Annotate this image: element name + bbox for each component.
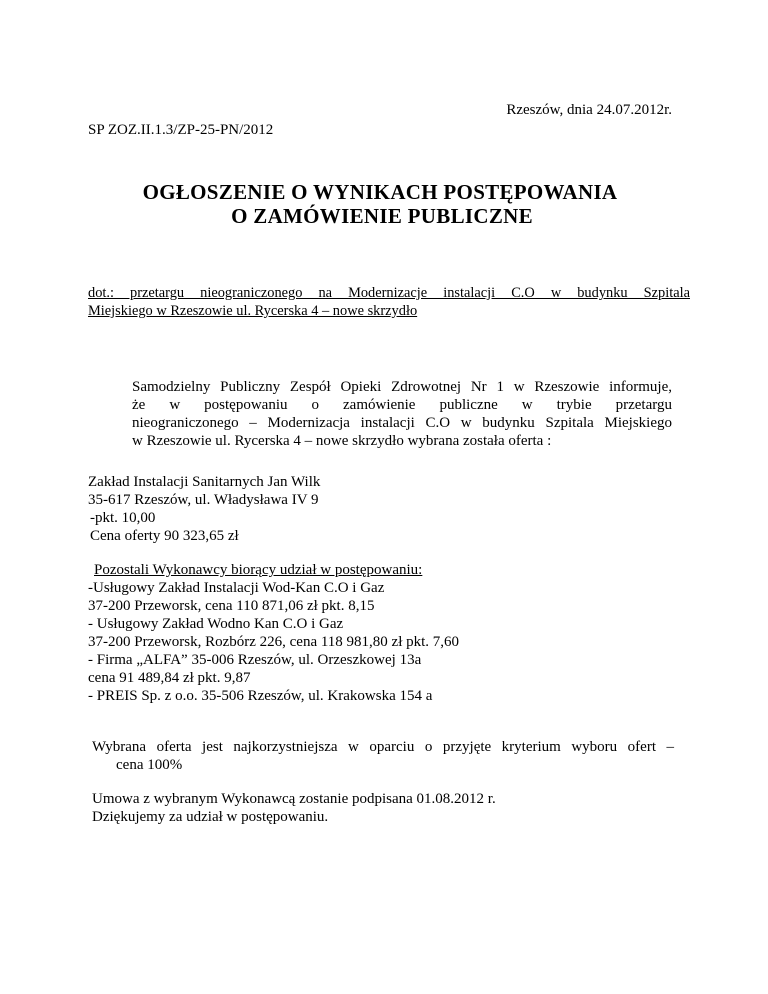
winner-points: -pkt. 10,00 [90,510,156,526]
other-bidder-line: - PREIS Sp. z o.o. 35-506 Rzeszów, ul. Krakowska 154 a [88,688,433,704]
other-bidder-line: -Usługowy Zakład Instalacji Wod-Kan C.O i Gaz [88,580,385,596]
document-date: Rzeszów, dnia 24.07.2012r. [506,102,672,118]
criterion-line-2: cena 100% [116,757,183,773]
contract-signing-note: Umowa z wybranym Wykonawcą zostanie podpisana 01.08.2012 r. [92,791,496,807]
intro-line-3: nieograniczonego – Modernizacja instalacji C.O w budynku Szpitala Miejskiego [132,415,672,431]
intro-line-1: Samodzielny Publiczny Zespół Opieki Zdrowotnej Nr 1 w Rzeszowie informuje, [132,379,672,395]
criterion-line-1: Wybrana oferta jest najkorzystniejsza w oparciu o przyjęte kryterium wyboru ofert – [92,739,674,755]
winner-name: Zakład Instalacji Sanitarnych Jan Wilk [88,474,321,490]
reference-number: SP ZOZ.II.1.3/ZP-25-PN/2012 [88,122,274,138]
subject-line-1: dot.: przetargu nieograniczonego na Modernizacje instalacji C.O w budynku Szpitala [88,285,690,301]
other-bidder-line: cena 91 489,84 zł pkt. 9,87 [88,670,251,686]
other-bidder-line: 37-200 Przeworsk, Rozbórz 226, cena 118 981,80 zł pkt. 7,60 [88,634,460,650]
winner-price: Cena oferty 90 323,65 zł [90,528,239,544]
other-bidder-line: - Usługowy Zakład Wodno Kan C.O i Gaz [88,616,344,632]
document-title-line-1: OGŁOSZENIE O WYNIKACH POSTĘPOWANIA [142,180,618,204]
other-bidder-line: - Firma „ALFA” 35-006 Rzeszów, ul. Orzeszkowej 13a [88,652,422,668]
document-title-line-2: O ZAMÓWIENIE PUBLICZNE [231,204,533,228]
intro-line-4: w Rzeszowie ul. Rycerska 4 – nowe skrzydło wybrana została oferta : [132,433,552,449]
thank-you-note: Dziękujemy za udział w postępowaniu. [92,809,329,825]
intro-line-2: że w postępowaniu o zamówienie publiczne w trybie przetargu [132,397,672,413]
subject-line-2: Miejskiego w Rzeszowie ul. Rycerska 4 – nowe skrzydło [88,303,418,319]
other-bidders-heading: Pozostali Wykonawcy biorący udział w postępowaniu: [94,562,423,578]
winner-address: 35-617 Rzeszów, ul. Władysława IV 9 [88,492,319,508]
other-bidder-line: 37-200 Przeworsk, cena 110 871,06 zł pkt. 8,15 [88,598,375,614]
